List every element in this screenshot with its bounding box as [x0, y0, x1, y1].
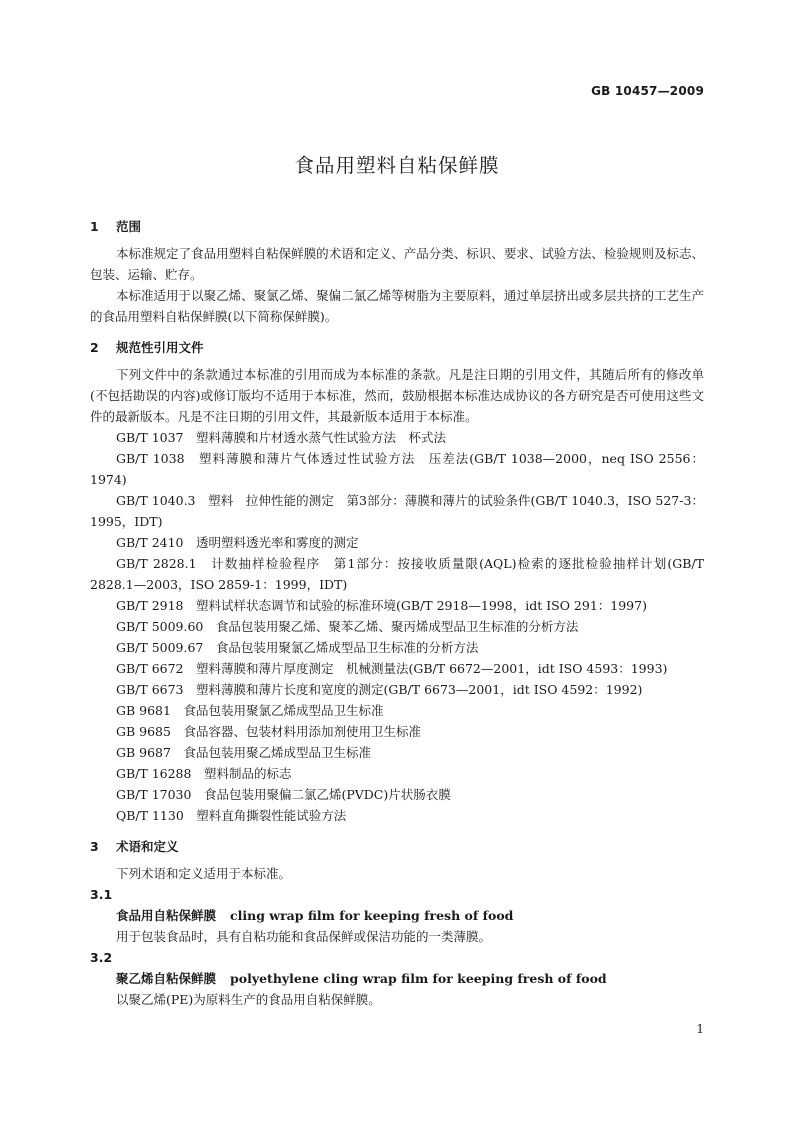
section-heading-terms-and-definitions — [90, 836, 704, 857]
term-english: cling wrap film for keeping fresh of food — [230, 908, 514, 923]
reference-item: GB/T 2918 塑料试样状态调节和试验的标准环境(GB/T 2918—1998，idt ISO 291：1997) — [116, 598, 647, 613]
clause-number: 3.2 — [90, 950, 113, 965]
section-heading-normative-references — [90, 337, 704, 358]
reference-item: GB/T 2410 透明塑料透光率和雾度的测定 — [116, 535, 359, 550]
reference-item: GB/T 5009.60 食品包装用聚乙烯、聚苯乙烯、聚丙烯成型品卫生标准的分析方法 — [116, 619, 579, 634]
reference-item: GB/T 1038 塑料薄膜和薄片气体透过性试验方法 压差法(GB/T 1038—2000，neq ISO 2556：1974) — [90, 451, 704, 487]
section-number: 3 — [90, 839, 99, 854]
reference-list — [90, 427, 704, 826]
paragraph: 下列文件中的条款通过本标准的引用而成为本标准的条款。凡是注日期的引用文件，其随后所有的修改单(不包括勘误的内容)或修订版均不适用于本标准，然而，鼓励根据本标准达成协议的各方研究是否可使用这些文件的最新版本。凡是不注日期的引用文件，其最新版本适用于本标准。 — [90, 367, 704, 424]
reference-item: GB/T 5009.67 食品包装用聚氯乙烯成型品卫生标准的分析方法 — [116, 640, 479, 655]
term-definition: 以聚乙烯(PE)为原料生产的食品用自粘保鲜膜。 — [116, 992, 381, 1007]
document-title: 食品用塑料自粘保鲜膜 — [294, 154, 500, 177]
term-entry — [90, 968, 704, 989]
reference-item: GB 9681 食品包装用聚氯乙烯成型品卫生标准 — [116, 703, 384, 718]
paragraph: 下列术语和定义适用于本标准。 — [116, 866, 292, 881]
term-chinese: 食品用自粘保鲜膜 — [116, 908, 217, 923]
page-number: 1 — [696, 1022, 704, 1036]
reference-item: GB/T 1040.3 塑料 拉伸性能的测定 第3部分：薄膜和薄片的试验条件(GB/T 1040.3，ISO 527-3：1995，IDT) — [90, 493, 704, 529]
standard-code: GB 10457—2009 — [591, 84, 704, 98]
term-definition: 用于包装食品时，具有自粘功能和食品保鲜或保洁功能的一类薄膜。 — [116, 929, 492, 944]
section-title: 范围 — [116, 219, 142, 234]
section-number: 2 — [90, 340, 99, 355]
reference-item: GB 9687 食品包装用聚乙烯成型品卫生标准 — [116, 745, 371, 760]
term-chinese: 聚乙烯自粘保鲜膜 — [116, 971, 217, 986]
paragraph: 本标准适用于以聚乙烯、聚氯乙烯、聚偏二氯乙烯等树脂为主要原料，通过单层挤出或多层共挤的工艺生产的食品用塑料自粘保鲜膜(以下简称保鲜膜)。 — [90, 288, 704, 324]
reference-item: GB/T 6673 塑料薄膜和薄片长度和宽度的测定(GB/T 6673—2001，idt ISO 4592：1992) — [116, 682, 643, 697]
term-english: polyethylene cling wrap film for keeping fresh of food — [230, 971, 607, 986]
section-title: 术语和定义 — [116, 839, 179, 854]
paragraph: 本标准规定了食品用塑料自粘保鲜膜的术语和定义、产品分类、标识、要求、试验方法、检验规则及标志、包装、运输、贮存。 — [90, 246, 704, 282]
reference-item: GB/T 16288 塑料制品的标志 — [116, 766, 292, 781]
section-heading-scope — [90, 216, 704, 237]
reference-item: GB/T 1037 塑料薄膜和片材透水蒸气性试验方法 杯式法 — [116, 430, 447, 445]
document-body — [90, 216, 704, 1010]
clause-number: 3.1 — [90, 887, 113, 902]
term-entry — [90, 905, 704, 926]
reference-item: GB/T 17030 食品包装用聚偏二氯乙烯(PVDC)片状肠衣膜 — [116, 787, 451, 802]
reference-item: GB/T 6672 塑料薄膜和薄片厚度测定 机械测量法(GB/T 6672—2001，idt ISO 4593：1993) — [116, 661, 668, 676]
reference-item: GB/T 2828.1 计数抽样检验程序 第1部分：按接收质量限(AQL)检索的逐批检验抽样计划(GB/T 2828.1—2003，ISO 2859-1：1999，IDT) — [90, 556, 704, 592]
section-number: 1 — [90, 219, 99, 234]
section-title: 规范性引用文件 — [116, 340, 204, 355]
reference-item: GB 9685 食品容器、包装材料用添加剂使用卫生标准 — [116, 724, 421, 739]
reference-item: QB/T 1130 塑料直角撕裂性能试验方法 — [116, 808, 347, 823]
